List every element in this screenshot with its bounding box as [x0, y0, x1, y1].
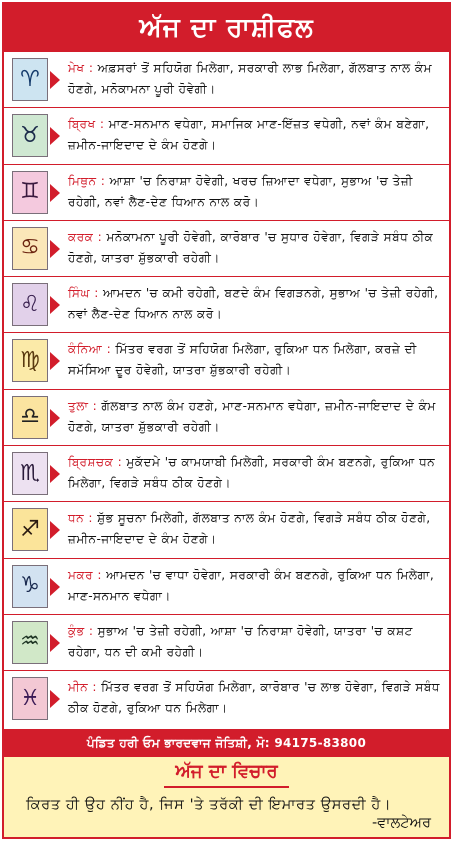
zodiac-glyph: ♓: [20, 685, 40, 711]
sign-row: [4, 165, 449, 221]
sign-text: ਸੁਭਾਅ 'ਚ ਤੇਜ਼ੀ ਰਹੇਗੀ, ਆਸ਼ਾ 'ਚ ਨਿਰਾਸ਼ਾ ਹੋਵੇਗੀ, ਯਾਤਰਾ 'ਚ ਕਸ਼ਟ ਰਹੇਗਾ, ਧਨ ਦੀ ਕਮੀ ਰਹੇਗੀ।: [68, 623, 413, 659]
zodiac-glyph: ♉: [20, 122, 40, 148]
sign-prediction: [68, 396, 443, 438]
sign-separator: :: [113, 455, 127, 470]
sign-name: ਧਨ: [68, 511, 85, 526]
sign-separator: :: [88, 398, 102, 413]
pointer-arrow-icon: [50, 127, 60, 145]
sign-row: [4, 559, 449, 615]
sign-name: ਬ੍ਰਿਖ: [68, 117, 96, 132]
sign-name: ਮਿਥੁਨ: [68, 173, 97, 188]
sign-prediction: [68, 339, 443, 381]
thought-title: ਅੱਜ ਦਾ ਵਿਚਾਰ: [175, 761, 278, 782]
zodiac-glyph: ♏: [20, 460, 40, 486]
scorpion-icon: [12, 452, 48, 495]
maiden-icon: [12, 339, 48, 382]
zodiac-glyph: ♐: [20, 516, 40, 542]
sign-text: ਸ਼ੁੱਭ ਸੂਚਨਾ ਮਿਲੇਗੀ, ਗੱਲਬਾਤ ਨਾਲ ਕੰਮ ਹੋਣਗੇ, ਵਿਗੜੇ ਸਬੰਧ ਠੀਕ ਹੋਣਗੇ, ਜ਼ਮੀਨ-ਜਾਇਦਾਦ ਦੇ ਕੰਮ ਹੋਣਗੇ।: [68, 511, 431, 547]
sign-separator: :: [84, 511, 98, 526]
sign-prediction: [68, 114, 443, 156]
astrologer-bar: [4, 729, 449, 757]
thought-title-underline: [164, 786, 289, 788]
pointer-arrow-icon: [50, 352, 60, 370]
sign-list: [4, 52, 449, 728]
sign-text: ਮਾਣ-ਸਨਮਾਨ ਵਧੇਗਾ, ਸਮਾਜਿਕ ਮਾਣ-ਇੱਜ਼ਤ ਵਧੇਗੀ, ਨਵਾਂ ਕੰਮ ਬਣੇਗਾ, ਜ਼ਮੀਨ-ਜਾਇਦਾਦ ਦੇ ਕੰਮ ਹੋਣਗੇ।: [68, 117, 430, 153]
sign-separator: :: [84, 623, 98, 638]
sign-prediction: [68, 227, 443, 269]
sign-row: [4, 671, 449, 727]
sign-name: ਤੁਲਾ: [68, 398, 89, 413]
zodiac-glyph: ♍: [20, 347, 40, 373]
sign-row: [4, 277, 449, 333]
sign-row: [4, 333, 449, 389]
pointer-arrow-icon: [50, 521, 60, 539]
sign-row: [4, 446, 449, 502]
zodiac-glyph: ♒: [20, 629, 40, 655]
pointer-arrow-icon: [50, 690, 60, 708]
sign-name: ਕਰਕ: [68, 229, 94, 244]
sign-row: [4, 52, 449, 108]
thought-author: -ਵਾਲਟੇਅਰ: [371, 815, 431, 831]
sign-name: ਕੁੰਭ: [68, 623, 85, 638]
sign-separator: :: [89, 286, 103, 301]
sign-row: [4, 108, 449, 164]
archer-icon: [12, 508, 48, 551]
sign-prediction: [68, 283, 443, 325]
sign-text: ਗੱਲਬਾਤ ਨਾਲ ਕੰਮ ਹਣਗੇ, ਮਾਣ-ਸਨਮਾਨ ਵਧੇਗਾ, ਜ਼ਮੀਨ-ਜਾਇਦਾਦ ਦੇ ਕੰਮ ਹੋਣਗੇ, ਯਾਤਰਾ ਸ਼ੁੱਭਕਾਰੀ ਰਹੇਗੀ।: [68, 398, 436, 434]
sign-text: ਆਮਦਨ 'ਚ ਕਮੀ ਰਹੇਗੀ, ਬਣਦੇ ਕੰਮ ਵਿਗੜਨਗੇ, ਸੁਭਾਅ 'ਚ ਤੇਜ਼ੀ ਰਹੇਗੀ, ਨਵਾਂ ਲੈਣ-ਦੇਣ ਧਿਆਨ ਨਾਲ ਕਰੋ।: [68, 286, 439, 322]
page-title: ਅੱਜ ਦਾ ਰਾਸ਼ੀਫਲ: [139, 12, 314, 43]
pointer-arrow-icon: [50, 71, 60, 89]
sign-name: ਮਕਰ: [68, 567, 94, 582]
zodiac-glyph: ♈: [20, 66, 40, 92]
fish-icon: [12, 677, 48, 720]
sign-separator: :: [84, 61, 98, 75]
thought-of-the-day: [4, 757, 449, 837]
pointer-arrow-icon: [50, 184, 60, 202]
zodiac-glyph: ♎: [20, 404, 40, 430]
scales-icon: [12, 396, 48, 439]
sign-text: ਅਫ਼ਸਰਾਂ ਤੋਂ ਸਹਿਯੋਗ ਮਿਲੇਗਾ, ਸਰਕਾਰੀ ਲਾਭ ਮਿਲੇਗਾ, ਗੱਲਬਾਤ ਨਾਲ ਕੰਮ ਹੋਣਗੇ, ਮਨੋਕਾਮਨਾ ਪੂਰੀ ਹੋਵੇਗੀ।: [68, 61, 433, 96]
sign-prediction: [68, 508, 443, 550]
zodiac-glyph: ♋: [20, 235, 40, 261]
sign-separator: :: [102, 342, 116, 357]
pointer-arrow-icon: [50, 634, 60, 652]
pointer-arrow-icon: [50, 578, 60, 596]
sign-prediction: [68, 452, 443, 494]
zodiac-glyph: ♌: [20, 291, 40, 317]
ram-icon: [12, 58, 48, 101]
pointer-arrow-icon: [50, 240, 60, 258]
sign-row: [4, 390, 449, 446]
sign-name: ਮੀਨ: [68, 680, 89, 695]
sign-text: ਆਸ਼ਾ 'ਚ ਨਿਰਾਸ਼ਾ ਹੋਵੇਗੀ, ਖਰਚ ਜ਼ਿਆਦਾ ਵਧੇਗਾ, ਸੁਭਾਅ 'ਚ ਤੇਜ਼ੀ ਰਹੇਗੀ, ਨਵਾਂ ਲੈਣ-ਦੇਣ ਧਿਆਨ ਨਾਲ ਕਰੋ।: [68, 173, 413, 209]
water-bearer-icon: [12, 621, 48, 664]
sign-separator: :: [88, 680, 102, 695]
sign-row: [4, 221, 449, 277]
sign-name: ਬ੍ਰਿਸ਼ਚਕ: [68, 455, 114, 470]
sign-text: ਮਿੱਤਰ ਵਰਗ ਤੋਂ ਸਹਿਯੋਗ ਮਿਲੇਗਾ, ਰੁਕਿਆ ਧਨ ਮਿਲੇਗਾ, ਕਰਜ਼ੇ ਦੀ ਸਮੱਸਿਆ ਦੂਰ ਹੋਵੇਗੀ, ਯਾਤਰਾ ਸ਼ੁੱਭਕਾਰੀ ਰਹੇਗੀ।: [68, 342, 417, 378]
lion-icon: [12, 283, 48, 326]
sign-name: ਮੇਖ: [68, 61, 85, 75]
sign-row: [4, 502, 449, 558]
sign-text: ਆਮਦਨ 'ਚ ਵਾਧਾ ਹੋਵੇਗਾ, ਸਰਕਾਰੀ ਕੰਮ ਬਣਨਗੇ, ਰੁਕਿਆ ਧਨ ਮਿਲੇਗਾ, ਮਾਣ-ਸਨਮਾਨ ਵਧੇਗਾ।: [68, 567, 435, 603]
sign-separator: :: [93, 229, 107, 244]
zodiac-glyph: ♊: [20, 179, 40, 205]
sign-text: ਮਿੱਤਰ ਵਰਗ ਤੋਂ ਸਹਿਯੋਗ ਮਿਲੇਗਾ, ਕਾਰੋਬਾਰ 'ਚ ਲਾਭ ਹੋਵੇਗਾ, ਵਿਗੜੇ ਸਬੰਧ ਠੀਕ ਹੋਣਗੇ, ਰੁਕਿਆ ਧਨ ਮਿਲੇਗਾ।: [68, 680, 440, 716]
sign-separator: :: [95, 117, 109, 132]
sign-name: ਕੰਨਿਆ: [68, 342, 103, 357]
sign-name: ਸਿੰਘ: [68, 286, 90, 301]
sign-separator: :: [96, 173, 110, 188]
sign-prediction: [68, 58, 443, 100]
sign-row: [4, 615, 449, 671]
goat-icon: [12, 565, 48, 608]
header-bar: [4, 4, 449, 52]
sign-prediction: [68, 565, 443, 607]
astrologer-credit: ਪੰਡਿਤ ਹਰੀ ਓਮ ਭਾਰਦਵਾਜ ਜੋਤਿਸ਼ੀ, ਮੋ: 94175-83800: [86, 735, 367, 750]
pointer-arrow-icon: [50, 296, 60, 314]
sign-text: ਮਨੋਕਾਮਨਾ ਪੂਰੀ ਹੋਵੇਗੀ, ਕਾਰੋਬਾਰ 'ਚ ਸੁਧਾਰ ਹੋਵੇਗਾ, ਵਿਗੜੇ ਸਬੰਧ ਠੀਕ ਹੋਣਗੇ, ਯਾਤਰਾ ਸ਼ੁੱਭਕਾਰੀ ਰਹੇਗੀ।: [68, 229, 434, 265]
crab-icon: [12, 227, 48, 270]
sign-prediction: [68, 171, 443, 213]
sign-prediction: [68, 621, 443, 663]
horoscope-panel: [2, 2, 451, 839]
pointer-arrow-icon: [50, 409, 60, 427]
sign-prediction: [68, 677, 443, 719]
bull-icon: [12, 114, 48, 157]
twins-icon: [12, 171, 48, 214]
pointer-arrow-icon: [50, 465, 60, 483]
thought-text: ਕਿਰਤ ਹੀ ਉਹ ਨੀਂਹ ਹੈ, ਜਿਸ 'ਤੇ ਤਰੱਕੀ ਦੀ ਇਮਾਰਤ ਉਸਰਦੀ ਹੈ।: [26, 797, 392, 813]
zodiac-glyph: ♑: [20, 573, 40, 599]
sign-separator: :: [93, 567, 107, 582]
sign-text: ਮੁਕੱਦਮੇ 'ਚ ਕਾਮਯਾਬੀ ਮਿਲੇਗੀ, ਸਰਕਾਰੀ ਕੰਮ ਬਣਨਗੇ, ਰੁਕਿਆ ਧਨ ਮਿਲੇਗਾ, ਵਿਗੜੇ ਸਬੰਧ ਠੀਕ ਹੋਣਗੇ।: [68, 455, 436, 491]
